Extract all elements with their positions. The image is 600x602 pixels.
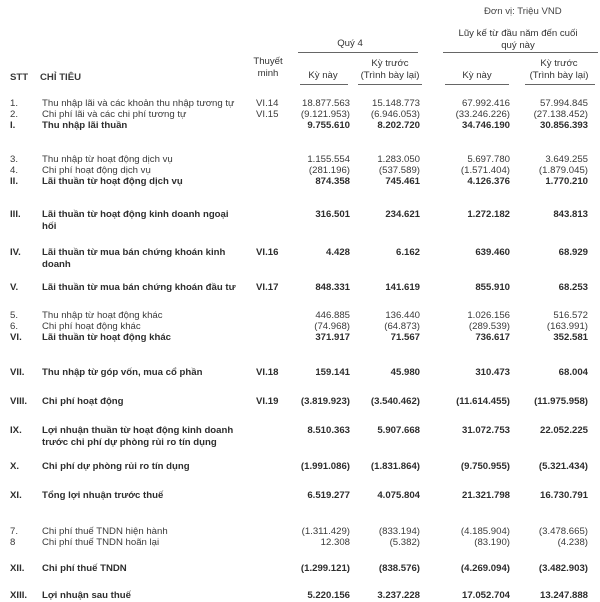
row-q4-prior: 234.621 [385, 209, 420, 220]
header-rule-q4-ky-nay [300, 84, 348, 85]
row-ytd-prior: 57.994.845 [539, 98, 588, 109]
header-q4-ky-truoc-line1: Kỳ trước [371, 58, 409, 69]
row-q4-current: 316.501 [315, 209, 350, 220]
row-ytd-current: (83.190) [474, 537, 510, 548]
table-row [0, 120, 600, 132]
row-ytd-current: (289.539) [468, 321, 510, 332]
header-luy-ke-line1: Lũy kế từ đầu năm đến cuối [458, 28, 578, 39]
row-note: VI.17 [256, 282, 279, 293]
table-row [0, 396, 600, 408]
row-q4-current: 371.917 [315, 332, 350, 343]
row-stt: XI. [10, 490, 22, 501]
row-q4-current: 6.519.277 [307, 490, 350, 501]
row-q4-prior: 1.283.050 [377, 154, 420, 165]
row-label: Chi phí thuế TNDN [42, 563, 127, 574]
table-row [0, 367, 600, 379]
row-ytd-prior: (3.482.903) [538, 563, 588, 574]
row-ytd-current: 1.272.182 [467, 209, 510, 220]
row-label: Lãi thuần từ mua bán chứng khoán đầu tư [42, 282, 236, 293]
table-row [0, 537, 600, 549]
row-stt: 7. [10, 526, 19, 537]
row-ytd-current: (4.185.904) [460, 526, 510, 537]
row-note: VI.14 [256, 98, 279, 109]
row-ytd-prior: 352.581 [553, 332, 588, 343]
row-label: Chi phí lãi và các chi phí tương tự [42, 109, 187, 120]
row-stt: XII. [10, 563, 25, 574]
row-note: VI.18 [256, 367, 279, 378]
row-stt: IX. [10, 425, 22, 436]
row-ytd-prior: (11.975.958) [534, 396, 588, 407]
row-label: Lãi thuần từ hoạt động khác [42, 332, 172, 343]
row-label: Lợi nhuận thuần từ hoạt động kinh doanh trước chi phí dự phòng rủi ro tín dụng [42, 425, 234, 448]
row-label: Chi phí hoạt động khác [42, 321, 141, 332]
row-q4-current: 159.141 [315, 367, 350, 378]
row-ytd-current: 67.992.416 [461, 98, 510, 109]
row-stt: 3. [10, 154, 19, 165]
row-label: Thu nhập từ góp vốn, mua cổ phần [42, 367, 203, 378]
row-ytd-prior: 516.572 [553, 310, 588, 321]
row-q4-current: (74.968) [314, 321, 350, 332]
table-row [0, 425, 600, 448]
row-label: Lãi thuần từ hoạt động dịch vụ [42, 176, 183, 187]
row-ytd-prior: (1.879.045) [538, 165, 588, 176]
row-stt: 4. [10, 165, 19, 176]
row-stt: 6. [10, 321, 19, 332]
row-ytd-prior: 3.649.255 [545, 154, 588, 165]
header-quy4: Quý 4 [337, 38, 363, 49]
table-row [0, 209, 600, 232]
row-stt: X. [10, 461, 20, 472]
row-q4-current: 848.331 [315, 282, 350, 293]
row-ytd-current: (33.246.226) [455, 109, 510, 120]
row-q4-prior: (1.831.864) [370, 461, 420, 472]
row-ytd-current: 34.746.190 [461, 120, 510, 131]
row-q4-current: (1.299.121) [300, 563, 350, 574]
table-row [0, 282, 600, 294]
table-row [0, 563, 600, 575]
row-stt: VII. [10, 367, 25, 378]
row-stt: II. [10, 176, 18, 187]
row-q4-current: (1.991.086) [300, 461, 350, 472]
header-rule-ytd-ky-nay [445, 84, 509, 85]
table-row [0, 461, 600, 473]
header-stt: STT [10, 72, 29, 83]
row-stt: VIII. [10, 396, 28, 407]
row-ytd-prior: 1.770.210 [545, 176, 588, 187]
row-label: Chi phí hoạt động [42, 396, 124, 407]
row-ytd-current: (11.614.455) [456, 396, 510, 407]
row-stt: 1. [10, 98, 19, 109]
row-label: Thu nhập từ hoạt động khác [42, 310, 163, 321]
header-chi-tieu: CHỈ TIÊU [40, 72, 82, 83]
row-label: Tổng lợi nhuận trước thuế [42, 490, 164, 501]
header-ytd-ky-nay: Kỳ này [462, 70, 492, 81]
unit-label: Đơn vị: Triệu VND [484, 6, 562, 17]
row-ytd-prior: 22.052.225 [539, 425, 588, 436]
row-ytd-current: (1.571.404) [460, 165, 510, 176]
row-q4-prior: 3.237.228 [377, 590, 420, 601]
row-ytd-prior: 16.730.791 [539, 490, 588, 501]
row-q4-current: 8.510.363 [307, 425, 350, 436]
row-label: Lãi thuần từ mua bán chứng khoán kinh doanh [42, 247, 226, 270]
row-q4-prior: (64.873) [384, 321, 420, 332]
row-stt: VI. [10, 332, 22, 343]
row-q4-prior: (833.194) [378, 526, 420, 537]
row-ytd-prior: 68.253 [558, 282, 588, 293]
row-q4-current: 9.755.610 [307, 120, 350, 131]
row-stt: I. [10, 120, 16, 131]
row-q4-current: 446.885 [315, 310, 350, 321]
row-q4-prior: 141.619 [385, 282, 420, 293]
header-thuyet-minh-line1: Thuyết [253, 56, 283, 67]
row-label: Thu nhập lãi và các khoản thu nhập tương tự [42, 98, 235, 109]
row-stt: IV. [10, 247, 21, 258]
row-ytd-current: (4.269.094) [460, 563, 510, 574]
row-label: Chi phí thuế TNDN hoãn lại [42, 537, 160, 548]
header-rule-ytd-ky-truoc [525, 84, 595, 85]
row-q4-prior: (5.382) [389, 537, 420, 548]
row-q4-prior: 45.980 [390, 367, 420, 378]
row-q4-prior: (3.540.462) [370, 396, 420, 407]
row-ytd-current: 31.072.753 [461, 425, 510, 436]
row-q4-current: 1.155.554 [307, 154, 350, 165]
row-q4-current: (9.121.953) [300, 109, 350, 120]
header-rule-quy4 [298, 52, 418, 53]
row-label: Chi phí dự phòng rủi ro tín dụng [42, 461, 190, 472]
row-q4-current: 18.877.563 [301, 98, 350, 109]
row-label: Lãi thuần từ hoạt động kinh doanh ngoại hối [42, 209, 229, 232]
row-ytd-current: 1.026.156 [467, 310, 510, 321]
row-q4-prior: 6.162 [395, 247, 420, 258]
row-stt: XIII. [10, 590, 28, 601]
row-stt: III. [10, 209, 21, 220]
row-q4-prior: 745.461 [385, 176, 420, 187]
row-q4-current: 4.428 [325, 247, 350, 258]
table-row [0, 332, 600, 344]
row-ytd-current: 17.052.704 [461, 590, 510, 601]
header-q4-ky-truoc-line2: (Trình bày lại) [360, 70, 420, 81]
row-note: VI.19 [256, 396, 279, 407]
header-thuyet-minh-line2: minh [257, 68, 279, 79]
table-row [0, 247, 600, 270]
row-q4-current: (1.311.429) [301, 526, 350, 537]
header-q4-ky-nay: Kỳ này [308, 70, 338, 81]
row-label: Chi phí thuế TNDN hiện hành [42, 526, 168, 537]
row-q4-prior: 4.075.804 [377, 490, 420, 501]
row-label: Thu nhập lãi thuần [42, 120, 128, 131]
row-ytd-current: 4.126.376 [467, 176, 510, 187]
row-ytd-prior: (3.478.665) [538, 526, 588, 537]
table-row [0, 176, 600, 188]
row-ytd-prior: 68.929 [558, 247, 588, 258]
row-q4-prior: (6.946.053) [370, 109, 420, 120]
row-stt: V. [10, 282, 19, 293]
row-stt: 2. [10, 109, 19, 120]
row-ytd-prior: (4.238) [557, 537, 588, 548]
row-note: VI.16 [256, 247, 279, 258]
row-q4-prior: 71.567 [390, 332, 420, 343]
row-ytd-current: 855.910 [475, 282, 510, 293]
row-note: VI.15 [256, 109, 279, 120]
row-q4-prior: 15.148.773 [371, 98, 420, 109]
row-q4-current: 5.220.156 [307, 590, 350, 601]
table-row [0, 490, 600, 502]
header-rule-luy-ke [443, 52, 598, 53]
row-q4-prior: 8.202.720 [377, 120, 420, 131]
row-q4-current: 12.308 [320, 537, 350, 548]
row-q4-prior: (838.576) [378, 563, 420, 574]
header-rule-q4-ky-truoc [358, 84, 422, 85]
row-ytd-prior: (163.991) [546, 321, 588, 332]
table-row [0, 590, 600, 602]
row-stt: 5. [10, 310, 19, 321]
row-ytd-prior: 843.813 [553, 209, 588, 220]
row-ytd-current: 5.697.780 [467, 154, 510, 165]
row-q4-current: 874.358 [315, 176, 350, 187]
row-q4-prior: 5.907.668 [377, 425, 420, 436]
header-ytd-ky-truoc-line1: Kỳ trước [540, 58, 578, 69]
row-label: Chi phí hoạt động dịch vụ [42, 165, 151, 176]
row-q4-prior: 136.440 [385, 310, 420, 321]
row-ytd-prior: (5.321.434) [538, 461, 588, 472]
row-ytd-current: 310.473 [475, 367, 510, 378]
row-ytd-prior: (27.138.452) [533, 109, 588, 120]
row-ytd-current: 736.617 [475, 332, 510, 343]
row-label: Thu nhập từ hoạt động dịch vụ [42, 154, 173, 165]
row-ytd-current: 21.321.798 [461, 490, 510, 501]
row-q4-current: (3.819.923) [300, 396, 350, 407]
row-ytd-prior: 68.004 [558, 367, 588, 378]
row-q4-prior: (537.589) [378, 165, 420, 176]
row-label: Lợi nhuận sau thuế [42, 590, 131, 601]
header-luy-ke-line2: quý này [501, 40, 535, 51]
row-ytd-prior: 30.856.393 [539, 120, 588, 131]
row-stt: 8 [10, 537, 16, 548]
row-ytd-prior: 13.247.888 [539, 590, 588, 601]
header-ytd-ky-truoc-line2: (Trình bày lại) [529, 70, 589, 81]
row-ytd-current: 639.460 [475, 247, 510, 258]
row-ytd-current: (9.750.955) [460, 461, 510, 472]
row-q4-current: (281.196) [308, 165, 350, 176]
